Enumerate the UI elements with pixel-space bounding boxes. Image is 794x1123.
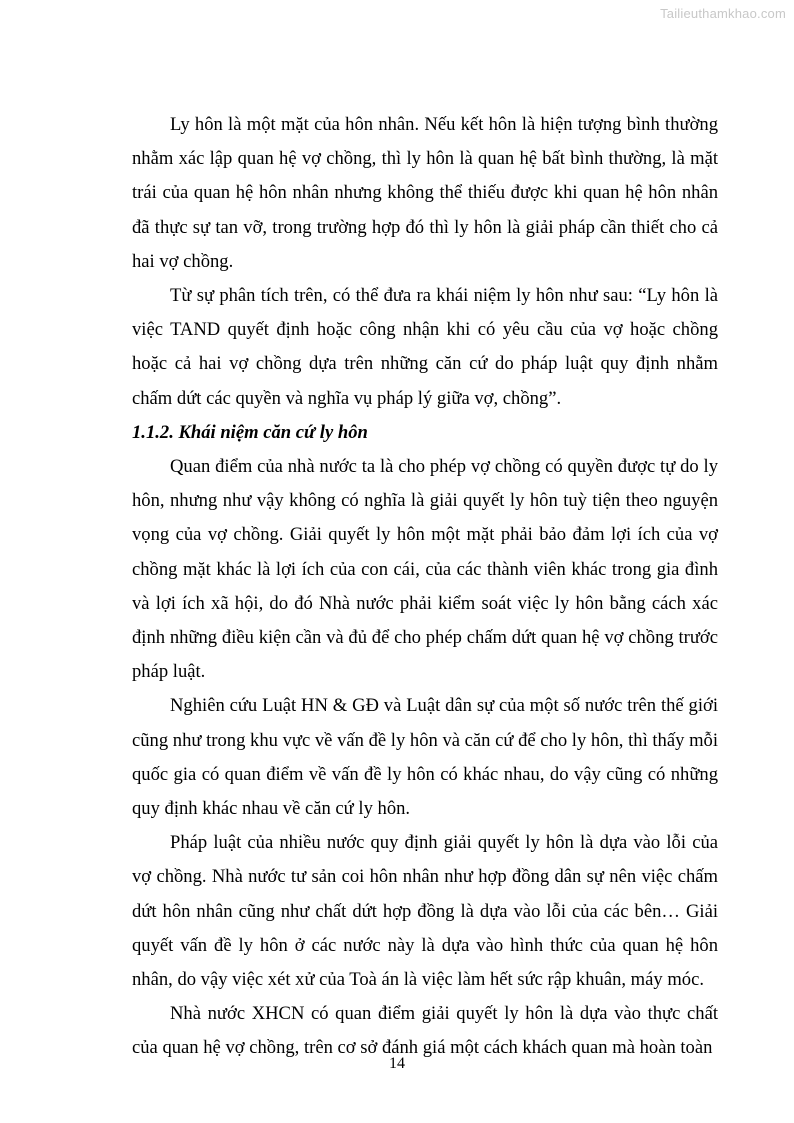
section-heading: 1.1.2. Khái niệm căn cứ ly hôn xyxy=(132,421,368,443)
paragraph-continued: Nhà nước XHCN có quan điểm giải quyết ly hôn là dựa vào thực chất của quan hệ vợ chồng, trên cơ sở đánh giá một cách khách quan mà hoàn toàn xyxy=(132,1003,718,1059)
document-body xyxy=(132,108,718,1066)
watermark-text: Tailieuthamkhao.com xyxy=(660,6,786,21)
paragraph: Từ sự phân tích trên, có thể đưa ra khái niệm ly hôn như sau: “Ly hôn là việc TAND quyết định hoặc công nhận khi có yêu cầu của vợ hoặc chồng hoặc cả hai vợ chồng dựa trên những căn cứ do pháp luật quy định nhằm chấm dứt các quyền và nghĩa vụ pháp lý giữa vợ, chồng”. xyxy=(132,285,718,409)
paragraph: Pháp luật của nhiều nước quy định giải quyết ly hôn là dựa vào lỗi của vợ chồng. Nhà nước tư sản coi hôn nhân như hợp đồng dân sự nên việc chấm dứt hôn nhân cũng như chất dứt hợp đồng là dựa vào lỗi của các bên… Giải quyết vấn đề ly hôn ở các nước này là dựa vào hình thức của quan hệ hôn nhân, do vậy việc xét xử của Toà án là việc làm hết sức rập khuân, máy móc. xyxy=(132,832,718,991)
paragraph: Ly hôn là một mặt của hôn nhân. Nếu kết hôn là hiện tượng bình thường nhằm xác lập quan hệ vợ chồng, thì ly hôn là quan hệ bất bình thường, là mặt trái của quan hệ hôn nhân nhưng không thể thiếu được khi quan hệ hôn nhân đã thực sự tan vỡ, trong trường hợp đó thì ly hôn là giải pháp cần thiết cho cả hai vợ chồng. xyxy=(132,114,718,272)
paragraph: Quan điểm của nhà nước ta là cho phép vợ chồng có quyền được tự do ly hôn, nhưng như vậy không có nghĩa là giải quyết ly hôn tuỳ tiện theo nguyện vọng của vợ chồng. Giải quyết ly hôn một mặt phải bảo đảm lợi ích của vợ chồng mặt khác là lợi ích của con cái, của các thành viên khác trong gia đình và lợi ích xã hội, do đó Nhà nước phải kiểm soát việc ly hôn bằng cách xác định những điều kiện cần và đủ để cho phép chấm dứt quan hệ vợ chồng trước pháp luật. xyxy=(132,456,718,683)
paragraph: Nghiên cứu Luật HN & GĐ và Luật dân sự của một số nước trên thế giới cũng như trong khu vực về vấn đề ly hôn và căn cứ để cho ly hôn, thì thấy mỗi quốc gia có quan điểm về vấn đề ly hôn có khác nhau, do vậy cũng có những quy định khác nhau về căn cứ ly hôn. xyxy=(132,695,718,820)
page-number: 14 xyxy=(389,1055,405,1072)
